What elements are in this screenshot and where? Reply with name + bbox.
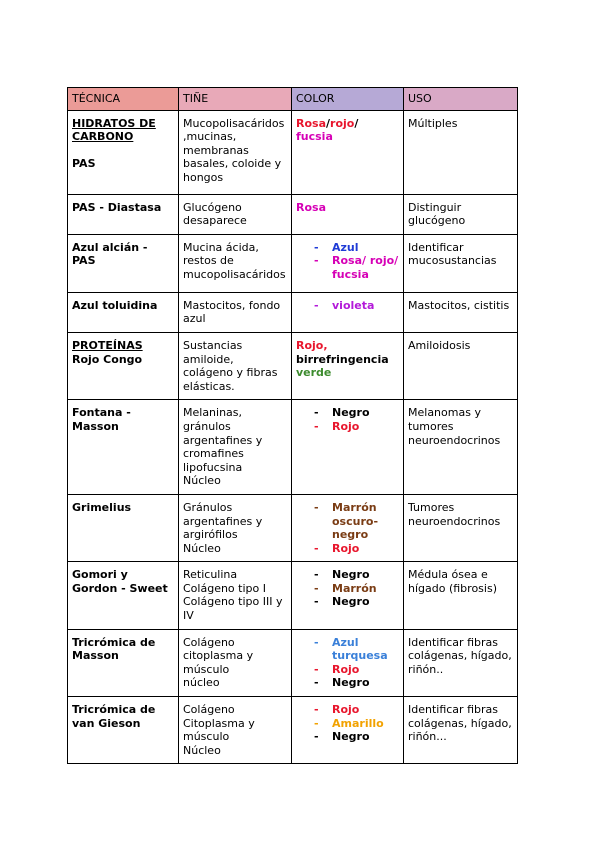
color-item: - Rojo (314, 703, 399, 717)
tine-text: Melaninas, gránulos argentafines y cromafines lipofucsina (183, 406, 263, 474)
tine-cell (179, 494, 292, 561)
uso-text: Médula ósea e hígado (fibrosis) (408, 568, 497, 595)
tecnica-cell (68, 562, 179, 629)
color-item: - Rojo (314, 542, 399, 556)
tine-text: Colágeno (183, 703, 235, 717)
uso-text: Tumores neuroendocrinos (408, 500, 501, 528)
tine-cell (179, 562, 292, 629)
tine-text: Colágeno tipo I (183, 581, 266, 595)
header-uso: USO (404, 88, 518, 111)
tine-text: citoplasma y músculo (183, 649, 254, 676)
uso-cell (404, 234, 518, 292)
tecnica-cell (68, 332, 179, 399)
color-list (296, 299, 399, 313)
section-title: HIDRATOS DE CARBONO (72, 116, 156, 144)
tine-text: Reticulina (183, 568, 238, 582)
color-text: Rosa (296, 116, 326, 130)
uso-text: Mastocitos, cistitis (408, 298, 510, 312)
color-cell (292, 234, 404, 292)
color-text: Rojo, (296, 338, 328, 352)
technique-name: Rojo Congo (72, 352, 143, 366)
color-cell (292, 194, 404, 234)
header-color: COLOR (292, 88, 404, 111)
header-row (68, 88, 518, 111)
technique-name: Grimelius (72, 500, 132, 514)
tine-text: Colágeno tipo III y IV (183, 595, 283, 623)
tine-text: Glucógeno desaparece (183, 200, 247, 228)
table-row (68, 494, 518, 561)
color-text: rojo (330, 116, 355, 130)
uso-text: Múltiples (408, 116, 458, 130)
uso-cell (404, 332, 518, 399)
color-cell (292, 697, 404, 764)
color-list (296, 703, 399, 744)
color-item: - violeta (314, 299, 399, 313)
technique-name: PAS - Diastasa (72, 200, 162, 214)
uso-text: Identificar fibras colágenas, hígado, riñón.. (408, 635, 512, 676)
color-cell (292, 292, 404, 332)
technique-name: Gomori y Gordon - Sweet (72, 568, 168, 595)
header-tine: TIÑE (179, 88, 292, 111)
tecnica-cell (68, 400, 179, 495)
tecnica-cell (68, 110, 179, 194)
color-item: - Rosa/ rojo/ fucsia (314, 254, 399, 281)
color-list (296, 568, 399, 609)
technique-name: Fontana - Masson (72, 406, 131, 433)
uso-cell (404, 400, 518, 495)
table-row (68, 697, 518, 764)
color-cell (292, 494, 404, 561)
table-row (68, 332, 518, 399)
tine-text: Mucopolisacáridos ,mucinas, membranas basales, coloide y hongos (183, 116, 285, 184)
color-item: - Amarillo (314, 717, 399, 731)
color-cell (292, 110, 404, 194)
technique-name: Tricrómica de van Gieson (72, 703, 156, 730)
color-item: - Negro (314, 406, 399, 420)
uso-text: Melanomas y tumores neuroendocrinos (408, 406, 501, 447)
color-text: / (326, 116, 331, 130)
uso-text: Distinguir glucógeno (408, 200, 466, 228)
tine-text: Núcleo (183, 743, 221, 757)
color-list (296, 501, 399, 555)
color-cell (292, 332, 404, 399)
staining-techniques-table (67, 87, 518, 764)
uso-cell (404, 494, 518, 561)
technique-name: Azul toluidina (72, 298, 158, 312)
tine-text: Núcleo (183, 474, 221, 488)
tine-cell (179, 400, 292, 495)
color-item: - Negro (314, 676, 399, 690)
uso-text: Identificar fibras colágenas, hígado, riñón... (408, 703, 512, 744)
color-text: / (354, 116, 359, 130)
uso-cell (404, 194, 518, 234)
tecnica-cell (68, 234, 179, 292)
tine-cell (179, 332, 292, 399)
uso-cell (404, 697, 518, 764)
tine-cell (179, 234, 292, 292)
color-cell (292, 562, 404, 629)
color-cell (292, 400, 404, 495)
tine-cell (179, 110, 292, 194)
uso-cell (404, 629, 518, 696)
color-text: fucsia (296, 130, 333, 144)
color-text: birrefringencia (296, 352, 389, 366)
color-item: - Azul turquesa (314, 636, 399, 663)
color-item: - Rojo (314, 663, 399, 677)
tine-text: Núcleo (183, 541, 221, 555)
table-row (68, 110, 518, 194)
color-list (296, 636, 399, 690)
tine-cell (179, 194, 292, 234)
tine-text: Sustancias amiloide, colágeno y fibras elásticas. (183, 338, 278, 393)
tine-text: núcleo (183, 676, 220, 690)
tecnica-cell (68, 194, 179, 234)
tecnica-cell (68, 494, 179, 561)
table-row (68, 292, 518, 332)
uso-text: Identificar mucosustancias (408, 240, 497, 268)
tine-cell (179, 697, 292, 764)
technique-name: Tricrómica de Masson (72, 635, 156, 663)
tecnica-cell (68, 292, 179, 332)
tine-text: Gránulos argentafines y argirófilos (183, 500, 263, 542)
color-text: verde (296, 366, 332, 380)
color-item: - Marrón (314, 582, 399, 596)
color-item: - Rojo (314, 420, 399, 434)
color-text: Rosa (296, 200, 326, 214)
header-tecnica: TÉCNICA (68, 88, 179, 111)
uso-text: Amiloidosis (408, 338, 471, 352)
section-title: PROTEÍNAS (72, 338, 143, 352)
tine-text: Mucina ácida, restos de mucopolisacáridos (183, 240, 286, 281)
color-item: - Negro (314, 595, 399, 609)
color-item: - Marrón oscuro- negro (314, 501, 399, 542)
color-item: - Negro (314, 568, 399, 582)
technique-name: Azul alcián - PAS (72, 240, 148, 268)
table-row (68, 194, 518, 234)
color-cell (292, 629, 404, 696)
color-list (296, 241, 399, 282)
tine-text: Citoplasma y músculo (183, 716, 255, 744)
tine-text: Mastocitos, fondo azul (183, 298, 281, 326)
table-row (68, 629, 518, 696)
color-item: - Negro (314, 730, 399, 744)
color-item: - Azul (314, 241, 399, 255)
tine-cell (179, 292, 292, 332)
color-list (296, 406, 399, 433)
table-row (68, 400, 518, 495)
table-row (68, 562, 518, 629)
tine-cell (179, 629, 292, 696)
tine-text: Colágeno (183, 635, 235, 649)
table-row (68, 234, 518, 292)
uso-cell (404, 292, 518, 332)
tecnica-cell (68, 629, 179, 696)
uso-cell (404, 110, 518, 194)
uso-cell (404, 562, 518, 629)
tecnica-cell (68, 697, 179, 764)
technique-name: PAS (72, 157, 96, 171)
